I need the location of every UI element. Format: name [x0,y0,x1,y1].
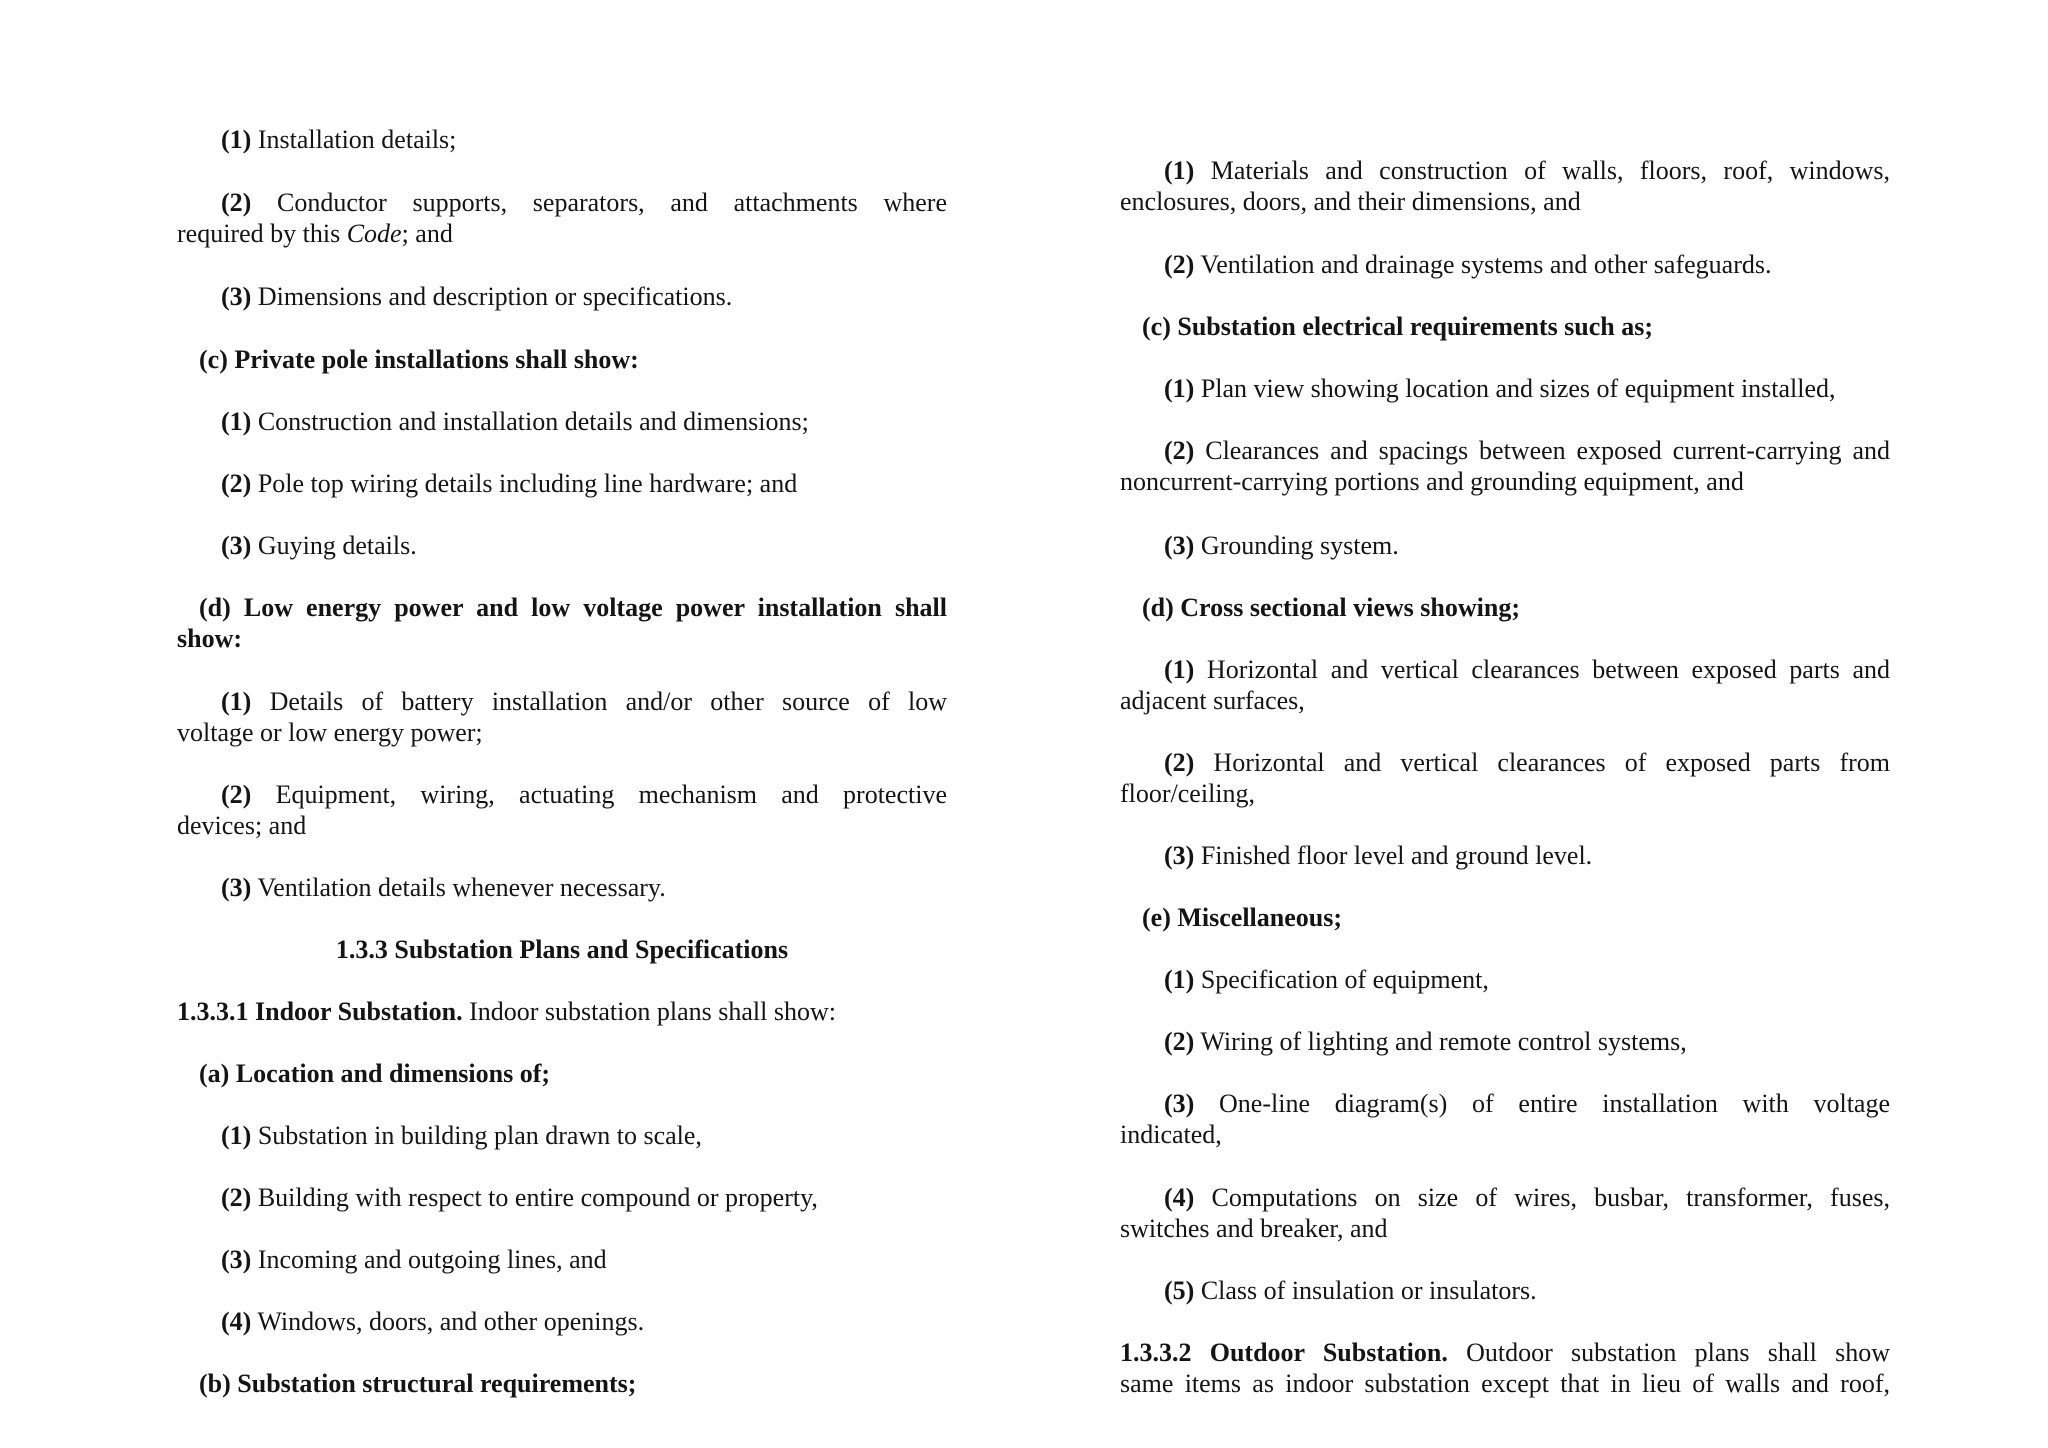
section-heading: (c) Private pole installations shall show: [199,345,639,374]
list-item-continuation: indicated, [1120,1120,1222,1149]
list-item: (2) Horizontal and vertical clearances of exposed parts from [1164,748,1890,777]
list-item: (1) Specification of equipment, [1164,965,1489,994]
section-title: 1.3.3 Substation Plans and Specifications [335,935,789,964]
list-item: (2) Building with respect to entire compound or property, [221,1183,818,1212]
list-item: (3) Ventilation details whenever necessary. [221,873,666,902]
list-item: (1) Installation details; [221,125,457,154]
list-item: (2) Conductor supports, separators, and attachments where [221,188,947,217]
list-item: (2) Pole top wiring details including line hardware; and [221,469,798,498]
section-heading: (b) Substation structural requirements; [199,1369,637,1398]
list-item: (2) Clearances and spacings between exposed current-carrying and [1164,436,1890,465]
list-item: (3) Grounding system. [1164,531,1399,560]
list-item-continuation: noncurrent-carrying portions and grounding equipment, and [1120,467,1744,496]
list-item: (1) Substation in building plan drawn to scale, [221,1121,702,1150]
list-item: (3) Incoming and outgoing lines, and [221,1245,607,1274]
section-heading: (d) Low energy power and low voltage power installation shall [199,593,947,622]
subsection-paragraph-continuation: same items as indoor substation except that in lieu of walls and roof, [1120,1369,1890,1398]
list-item-continuation: switches and breaker, and [1120,1214,1388,1243]
subsection-paragraph: 1.3.3.1 Indoor Substation. Indoor substation plans shall show: [177,997,836,1026]
subsection-paragraph: 1.3.3.2 Outdoor Substation. Outdoor substation plans shall show [1120,1338,1890,1367]
section-heading: (c) Substation electrical requirements such as; [1142,312,1654,341]
list-item: (4) Computations on size of wires, busbar, transformer, fuses, [1164,1183,1890,1212]
list-item: (1) Horizontal and vertical clearances between exposed parts and [1164,655,1890,684]
list-item-continuation: enclosures, doors, and their dimensions, and [1120,187,1581,216]
list-item: (3) One-line diagram(s) of entire installation with voltage [1164,1089,1890,1118]
section-heading: (e) Miscellaneous; [1142,903,1343,932]
list-item-continuation: voltage or low energy power; [177,718,483,747]
list-item: (2) Ventilation and drainage systems and other safeguards. [1164,250,1772,279]
list-item-continuation: adjacent surfaces, [1120,686,1305,715]
list-item: (1) Plan view showing location and sizes of equipment installed, [1164,374,1836,403]
list-item-continuation: floor/ceiling, [1120,779,1256,808]
list-item: (1) Materials and construction of walls, floors, roof, windows, [1164,156,1890,185]
list-item: (1) Construction and installation details and dimensions; [221,407,809,436]
list-item: (5) Class of insulation or insulators. [1164,1276,1537,1305]
list-item: (1) Details of battery installation and/or other source of low [221,687,947,716]
list-item-continuation: devices; and [177,811,307,840]
section-heading-continuation: show: [177,624,243,653]
list-item: (4) Windows, doors, and other openings. [221,1307,645,1336]
list-item: (2) Wiring of lighting and remote control systems, [1164,1027,1687,1056]
list-item-continuation: required by this Code; and [177,219,453,248]
list-item: (3) Dimensions and description or specifications. [221,282,733,311]
list-item: (3) Finished floor level and ground level. [1164,841,1593,870]
list-item: (3) Guying details. [221,531,417,560]
section-heading: (a) Location and dimensions of; [199,1059,551,1088]
list-item: (2) Equipment, wiring, actuating mechanism and protective [221,780,947,809]
section-heading: (d) Cross sectional views showing; [1142,593,1520,622]
